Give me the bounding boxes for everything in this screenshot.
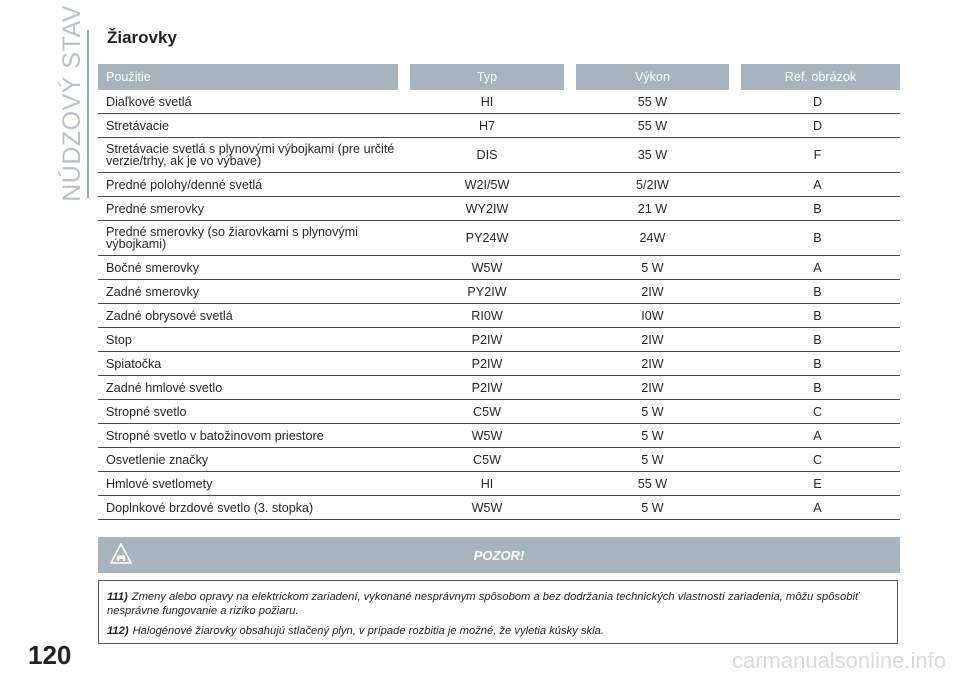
table-row [98,496,900,520]
cell-type: HI [404,472,570,496]
warning-title: POZOR! [473,547,525,563]
chapter-label: NÚDZOVÝ STAV [57,5,86,202]
cell-ref: D [735,114,900,138]
cell-use: Predné smerovky [98,197,404,221]
cell-ref: F [735,138,900,173]
table-row [98,472,900,496]
cell-power: 5 W [570,424,735,448]
cell-power: 21 W [570,197,735,221]
page-number: 120 [28,640,72,670]
cell-ref: C [735,448,900,472]
cell-use: Stropné svetlo v batožinovom priestore [98,424,404,448]
cell-power: 35 W [570,138,735,173]
table-row [98,400,900,424]
cell-ref: B [735,304,900,328]
header-use: Použitie [98,64,404,90]
cell-type: C5W [404,448,570,472]
table-row [98,376,900,400]
chapter-divider [87,30,89,198]
cell-power: 5 W [570,256,735,280]
header-type: Typ [404,64,570,90]
chapter-side-title [54,5,90,202]
cell-type: P2IW [404,376,570,400]
cell-use: Zadné hmlové svetlo [98,376,404,400]
cell-use: Osvetlenie značky [98,448,404,472]
section-title: Žiarovky [107,28,177,47]
cell-use: Zadné smerovky [98,280,404,304]
cell-type: HI [404,90,570,114]
cell-power: 5 W [570,400,735,424]
table-row [98,256,900,280]
table-row [98,114,900,138]
cell-power: 55 W [570,114,735,138]
cell-ref: B [735,376,900,400]
cell-ref: B [735,197,900,221]
note-number: 112) [107,625,129,637]
cell-type: PY24W [404,221,570,256]
header-power: Výkon [570,64,735,90]
warning-note [107,624,889,638]
cell-ref: B [735,328,900,352]
table-row [98,448,900,472]
table-row [98,173,900,197]
cell-type: W5W [404,424,570,448]
table-row [98,328,900,352]
header-ref: Ref. obrázok [735,64,900,90]
cell-power: 5 W [570,448,735,472]
cell-ref: D [735,90,900,114]
cell-use: Diaľkové svetlá [98,90,404,114]
cell-type: H7 [404,114,570,138]
cell-type: RI0W [404,304,570,328]
cell-ref: B [735,221,900,256]
cell-use: Zadné obrysové svetlá [98,304,404,328]
cell-power: I0W [570,304,735,328]
note-number: 111) [107,591,128,603]
cell-use: Predné polohy/denné svetlá [98,173,404,197]
warning-header [98,537,900,573]
cell-power: 2IW [570,376,735,400]
cell-type: W2I/5W [404,173,570,197]
table-row [98,304,900,328]
table-row [98,221,900,256]
note-text: Halogénové žiarovky obsahujú stlačený plyn, v prípade rozbitia je možné, že vyletia kúsky skla. [132,625,604,637]
table-row [98,197,900,221]
cell-power: 24W [570,221,735,256]
cell-ref: A [735,496,900,520]
table-body [98,90,900,520]
cell-power: 55 W [570,472,735,496]
cell-ref: A [735,424,900,448]
warning-notes [98,580,898,644]
cell-ref: C [735,400,900,424]
cell-use: Predné smerovky (so žiarovkami s plynovými výbojkami) [98,221,404,256]
cell-type: P2IW [404,352,570,376]
cell-type: DIS [404,138,570,173]
cell-power: 55 W [570,90,735,114]
cell-power: 2IW [570,352,735,376]
cell-use: Doplnkové brzdové svetlo (3. stopka) [98,496,404,520]
cell-type: W5W [404,256,570,280]
cell-use: Hmlové svetlomety [98,472,404,496]
table-header-row [98,64,900,90]
cell-ref: A [735,256,900,280]
cell-type: PY2IW [404,280,570,304]
note-text: Zmeny alebo opravy na elektrickom zariadení, vykonané nesprávnym spôsobom a bez dodržania technických vlastností zariadenia, môžu spôsobiť nesprávne fungovanie a riziko požiaru. [107,591,859,617]
warning-note [107,590,889,618]
cell-ref: E [735,472,900,496]
table-row [98,280,900,304]
watermark: carmanualsonline.info [731,648,946,673]
cell-power: 5/2IW [570,173,735,197]
cell-ref: A [735,173,900,197]
cell-use: Stropné svetlo [98,400,404,424]
car-warning-icon [110,543,132,565]
cell-power: 2IW [570,328,735,352]
bulbs-table [98,64,900,520]
cell-use: Stop [98,328,404,352]
cell-use: Bočné smerovky [98,256,404,280]
cell-use: Stretávacie [98,114,404,138]
cell-type: P2IW [404,328,570,352]
table-row [98,138,900,173]
cell-use: Stretávacie svetlá s plynovými výbojkami (pre určité verzie/trhy, ak je vo výbave) [98,138,404,173]
cell-type: WY2IW [404,197,570,221]
cell-power: 2IW [570,280,735,304]
cell-ref: B [735,280,900,304]
table-row [98,424,900,448]
cell-type: W5W [404,496,570,520]
table-row [98,90,900,114]
cell-type: C5W [404,400,570,424]
cell-power: 5 W [570,496,735,520]
table-row [98,352,900,376]
cell-ref: B [735,352,900,376]
cell-use: Spiatočka [98,352,404,376]
